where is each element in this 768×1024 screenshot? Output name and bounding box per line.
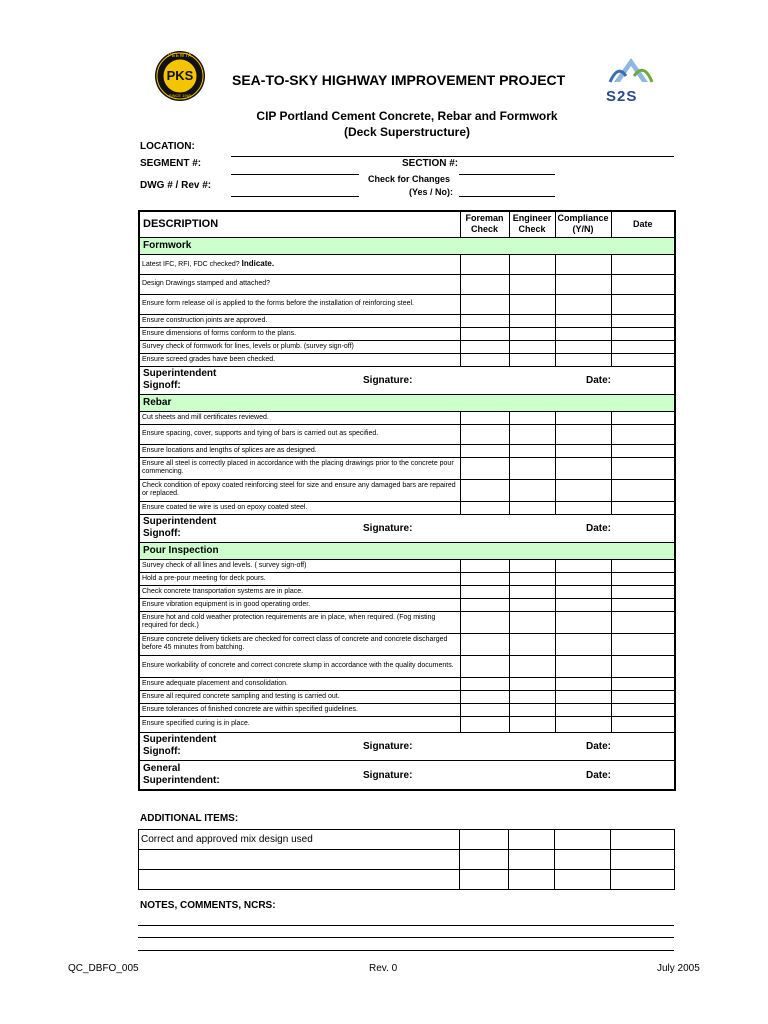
checklist-item-row [139, 294, 675, 314]
check-cell[interactable] [509, 501, 555, 514]
signoff-row [139, 514, 675, 542]
check-cell[interactable] [555, 424, 611, 444]
checklist-item-row [139, 424, 675, 444]
signoff-row [139, 732, 675, 760]
check-cell[interactable] [460, 411, 509, 424]
check-cell[interactable] [555, 850, 611, 870]
item-text: Ensure construction joints are approved. [142, 316, 268, 324]
signoff-label-line2: Signoff: [143, 746, 181, 757]
checklist-item-row [139, 327, 675, 340]
check-cell[interactable] [509, 444, 555, 457]
item-description [139, 559, 460, 572]
item-description [139, 457, 460, 479]
signoff-label [143, 734, 216, 758]
signoff-row [139, 366, 675, 394]
item-description [139, 479, 460, 501]
check-cell[interactable] [460, 424, 509, 444]
item-description [139, 655, 460, 677]
item-description [139, 294, 460, 314]
item-text: Ensure all steel is correctly placed in accordance with the placing drawings prior to the concrete pour commencing. [142, 460, 454, 475]
signoff-label-line2: Signoff: [143, 528, 181, 539]
signoff-label-line1: Superintendent [143, 516, 217, 527]
form-subtitle: (Deck Superstructure) [343, 125, 471, 139]
check-cell[interactable] [611, 677, 675, 690]
check-cell[interactable] [611, 598, 675, 611]
check-changes-field[interactable] [459, 196, 555, 197]
check-cell[interactable] [509, 457, 555, 479]
checklist-item-row [139, 479, 675, 501]
check-cell[interactable] [460, 572, 509, 585]
footer-form-code: QC_DBFO_005 [68, 963, 139, 974]
check-cell[interactable] [611, 457, 675, 479]
footer-revision: Rev. 0 [369, 963, 398, 974]
check-cell[interactable] [460, 254, 509, 274]
notes-line-3[interactable] [138, 950, 674, 951]
notes-line-1[interactable] [138, 925, 674, 926]
s2s-logo-text: S2S [606, 88, 638, 105]
section-header-row [139, 394, 675, 411]
check-cell[interactable] [509, 353, 555, 366]
check-cell[interactable] [611, 585, 675, 598]
check-cell[interactable] [611, 559, 675, 572]
additional-item-text[interactable] [139, 870, 460, 890]
check-cell[interactable] [611, 572, 675, 585]
location-label: LOCATION: [140, 141, 195, 152]
engineer-header: Engineer Check [509, 211, 555, 237]
item-text: Latest IFC, RFI, FDC checked? [142, 260, 240, 268]
item-description [139, 677, 460, 690]
check-cell[interactable] [509, 572, 555, 585]
check-cell[interactable] [555, 690, 611, 703]
check-cell[interactable] [555, 294, 611, 314]
yes-no-label: (Yes / No): [409, 187, 454, 197]
check-cell[interactable] [555, 411, 611, 424]
section-title: Rebar [139, 394, 675, 411]
check-cell[interactable] [611, 501, 675, 514]
check-cell[interactable] [509, 611, 555, 633]
check-cell[interactable] [611, 703, 675, 716]
item-emphasis: Indicate. [241, 258, 275, 268]
check-cell[interactable] [555, 327, 611, 340]
header-row [139, 211, 675, 237]
check-cell[interactable] [509, 327, 555, 340]
signoff-date-label: Date: [586, 741, 612, 752]
checklist-table [138, 210, 676, 791]
signoff-row [139, 760, 675, 790]
check-cell[interactable] [611, 870, 675, 890]
item-text: Ensure all required concrete sampling and testing is carried out. [142, 692, 340, 700]
signoff-label-line2: Signoff: [143, 380, 181, 391]
signoff-cell [139, 732, 675, 760]
check-cell[interactable] [460, 274, 509, 294]
check-cell[interactable] [555, 457, 611, 479]
pks-logo-ring-bottom: SINCE 1965 [168, 93, 192, 98]
check-cell[interactable] [509, 830, 555, 850]
additional-items-table [138, 829, 675, 890]
check-cell[interactable] [460, 585, 509, 598]
item-description [139, 411, 460, 424]
foreman-header: Foreman Check [460, 211, 509, 237]
signoff-label [143, 368, 216, 392]
item-description [139, 424, 460, 444]
check-cell[interactable] [611, 340, 675, 353]
signoff-label-line2: Superintendent: [143, 774, 220, 786]
check-cell[interactable] [509, 655, 555, 677]
check-changes-label: Check for Changes [368, 174, 451, 184]
checklist-item-row [139, 457, 675, 479]
check-cell[interactable] [460, 655, 509, 677]
check-cell[interactable] [611, 655, 675, 677]
check-cell[interactable] [460, 327, 509, 340]
check-cell[interactable] [611, 830, 675, 850]
check-cell[interactable] [611, 479, 675, 501]
signoff-cell [139, 514, 675, 542]
check-cell[interactable] [509, 690, 555, 703]
item-description [139, 327, 460, 340]
check-cell[interactable] [509, 424, 555, 444]
check-cell[interactable] [460, 677, 509, 690]
check-cell[interactable] [555, 559, 611, 572]
checklist-item-row [139, 559, 675, 572]
checklist-item-row [139, 611, 675, 633]
check-cell[interactable] [555, 611, 611, 633]
check-cell[interactable] [509, 254, 555, 274]
check-cell[interactable] [509, 274, 555, 294]
item-text: Ensure coated tie wire is used on epoxy coated steel. [142, 503, 308, 511]
section-title: Pour Inspection [139, 542, 675, 559]
section-label: SECTION #: [402, 158, 459, 169]
additional-items-title: ADDITIONAL ITEMS: [140, 813, 239, 824]
footer-date: July 2005 [657, 963, 700, 974]
check-cell[interactable] [509, 716, 555, 732]
item-description [139, 716, 460, 732]
check-cell[interactable] [509, 294, 555, 314]
signoff-date-label: Date: [586, 375, 612, 386]
item-text: Ensure form release oil is applied to the forms before the installation of reinforcing steel. [142, 300, 414, 307]
check-cell[interactable] [555, 830, 611, 850]
compliance-header: Compliance (Y/N) [555, 211, 611, 237]
item-description [139, 598, 460, 611]
item-description [139, 585, 460, 598]
item-text: Ensure screed grades have been checked. [142, 355, 276, 363]
check-cell[interactable] [555, 479, 611, 501]
check-cell[interactable] [611, 716, 675, 732]
signoff-label [143, 516, 216, 540]
check-cell[interactable] [509, 411, 555, 424]
item-description [139, 501, 460, 514]
checklist-item-row [139, 353, 675, 366]
check-cell[interactable] [460, 703, 509, 716]
signoff-label-line1: Superintendent [143, 734, 217, 745]
check-cell[interactable] [509, 677, 555, 690]
item-description [139, 274, 460, 294]
notes-title: NOTES, COMMENTS, NCRS: [140, 900, 276, 911]
checklist-item-row [139, 444, 675, 457]
item-text: Ensure adequate placement and consolidation. [142, 679, 288, 687]
check-cell[interactable] [460, 353, 509, 366]
check-cell[interactable] [611, 274, 675, 294]
check-cell[interactable] [460, 850, 509, 870]
checklist-item-row [139, 585, 675, 598]
check-cell[interactable] [509, 314, 555, 327]
item-description [139, 611, 460, 633]
section-header-row [139, 237, 675, 254]
section-title: Formwork [139, 237, 675, 254]
check-cell[interactable] [611, 353, 675, 366]
check-cell[interactable] [555, 870, 611, 890]
check-cell[interactable] [611, 314, 675, 327]
check-cell[interactable] [509, 340, 555, 353]
check-cell[interactable] [509, 703, 555, 716]
check-cell[interactable] [555, 677, 611, 690]
check-cell[interactable] [611, 294, 675, 314]
item-description [139, 340, 460, 353]
check-cell[interactable] [555, 633, 611, 655]
check-cell[interactable] [460, 457, 509, 479]
check-cell[interactable] [555, 501, 611, 514]
signature-label: Signature: [363, 741, 413, 752]
s2s-logo [604, 54, 658, 108]
item-text: Ensure specified curing is in place. [142, 720, 250, 727]
checklist-item-row [139, 690, 675, 703]
dwg-label: DWG # / Rev #: [140, 180, 212, 191]
item-text: Hold a pre-pour meeting for deck pours. [142, 574, 266, 582]
item-description [139, 314, 460, 327]
check-cell[interactable] [460, 444, 509, 457]
additional-item-row [139, 870, 675, 890]
signature-label: Signature: [363, 769, 413, 781]
additional-item-row [139, 830, 675, 850]
checklist-item-row [139, 633, 675, 655]
signoff-label-line1: Superintendent [143, 368, 217, 379]
checklist-item-row [139, 716, 675, 732]
check-cell[interactable] [555, 274, 611, 294]
check-cell[interactable] [460, 559, 509, 572]
check-cell[interactable] [611, 850, 675, 870]
item-text: Ensure vibration equipment is in good operating order. [142, 600, 311, 608]
description-header: DESCRIPTION [139, 211, 460, 237]
check-cell[interactable] [460, 501, 509, 514]
check-cell[interactable] [509, 479, 555, 501]
item-description [139, 444, 460, 457]
location-field[interactable] [231, 156, 674, 157]
signature-label: Signature: [363, 523, 413, 534]
checklist-item-row [139, 411, 675, 424]
signoff-label [143, 763, 220, 787]
check-cell[interactable] [460, 690, 509, 703]
signoff-cell [139, 760, 675, 790]
signature-label: Signature: [363, 375, 413, 386]
check-cell[interactable] [555, 598, 611, 611]
signoff-cell [139, 366, 675, 394]
check-cell[interactable] [555, 572, 611, 585]
project-title: SEA-TO-SKY HIGHWAY IMPROVEMENT PROJECT [232, 72, 566, 88]
check-cell[interactable] [555, 703, 611, 716]
item-description [139, 254, 460, 274]
item-text: Design Drawings stamped and attached? [142, 280, 271, 287]
check-cell[interactable] [460, 633, 509, 655]
item-description [139, 572, 460, 585]
form-title: CIP Portland Cement Concrete, Rebar and Formwork [256, 109, 558, 123]
checklist-item-row [139, 572, 675, 585]
checklist-item-row [139, 274, 675, 294]
check-cell[interactable] [611, 690, 675, 703]
item-text: Survey check of formwork for lines, levels or plumb. (survey sign-off) [142, 342, 354, 350]
check-cell[interactable] [555, 254, 611, 274]
checklist-item-row [139, 314, 675, 327]
check-cell[interactable] [555, 716, 611, 732]
item-description [139, 353, 460, 366]
additional-item-text[interactable] [139, 850, 460, 870]
check-cell[interactable] [611, 254, 675, 274]
pks-logo-text: PKS [166, 68, 194, 83]
item-text: Check condition of epoxy coated reinforcing steel for size and ensure any damaged bars are repaired or replaced. [142, 482, 456, 497]
item-text: Ensure hot and cold weather protection requirements are in place, when required. (Fog misting required for deck.) [142, 614, 436, 629]
signoff-date-label: Date: [586, 769, 612, 781]
check-cell[interactable] [555, 444, 611, 457]
check-cell[interactable] [509, 850, 555, 870]
check-cell[interactable] [509, 870, 555, 890]
item-description [139, 633, 460, 655]
check-cell[interactable] [509, 559, 555, 572]
item-text: Ensure dimensions of forms conform to the plans. [142, 329, 297, 337]
item-text: Ensure locations and lengths of splices are as designed. [142, 446, 317, 454]
check-cell[interactable] [509, 598, 555, 611]
checklist-item-row [139, 703, 675, 716]
dwg-field[interactable] [231, 196, 359, 197]
segment-label: SEGMENT #: [140, 158, 202, 169]
check-cell[interactable] [555, 314, 611, 327]
item-description [139, 690, 460, 703]
item-text: Check concrete transportation systems are in place. [142, 587, 304, 595]
section-field[interactable] [459, 174, 555, 175]
check-cell[interactable] [555, 353, 611, 366]
checklist-item-row [139, 340, 675, 353]
checklist-item-row [139, 501, 675, 514]
checklist-item-row [139, 655, 675, 677]
section-header-row [139, 542, 675, 559]
check-cell[interactable] [460, 870, 509, 890]
check-cell[interactable] [555, 340, 611, 353]
notes-line-2[interactable] [138, 937, 674, 938]
item-text: Ensure workability of concrete and correct concrete slump in accordance with the quality documents. [142, 662, 454, 669]
check-cell[interactable] [460, 314, 509, 327]
item-description [139, 703, 460, 716]
checklist-item-row [139, 598, 675, 611]
item-text: Cut sheets and mill certificates reviewed. [142, 413, 269, 421]
additional-item-text[interactable]: Correct and approved mix design used [139, 830, 460, 850]
pks-logo-ring-top: PEEWTA [168, 53, 192, 59]
check-cell[interactable] [509, 633, 555, 655]
check-cell[interactable] [509, 585, 555, 598]
signoff-date-label: Date: [586, 523, 612, 534]
check-cell[interactable] [460, 294, 509, 314]
check-cell[interactable] [611, 411, 675, 424]
item-text: Survey check of all lines and levels. ( survey sign-off) [142, 561, 307, 569]
item-text: Ensure spacing, cover, supports and tying of bars is carried out as specified. [142, 430, 379, 437]
check-cell[interactable] [611, 327, 675, 340]
checklist-item-row [139, 677, 675, 690]
additional-item-row [139, 850, 675, 870]
check-cell[interactable] [460, 611, 509, 633]
check-cell[interactable] [611, 611, 675, 633]
check-cell[interactable] [460, 598, 509, 611]
check-cell[interactable] [555, 585, 611, 598]
signoff-label-line1: General [143, 762, 181, 774]
check-cell[interactable] [460, 830, 509, 850]
check-cell[interactable] [611, 444, 675, 457]
date-header: Date [611, 211, 675, 237]
segment-field[interactable] [231, 174, 359, 175]
check-cell[interactable] [611, 633, 675, 655]
checklist-item-row [139, 254, 675, 274]
check-cell[interactable] [460, 340, 509, 353]
check-cell[interactable] [460, 479, 509, 501]
pks-logo [154, 50, 206, 102]
item-text: Ensure concrete delivery tickets are checked for correct class of concrete and concrete discharged before 45 minutes from batching. [142, 636, 448, 651]
check-cell[interactable] [555, 655, 611, 677]
check-cell[interactable] [611, 424, 675, 444]
item-text: Ensure tolerances of finished concrete are within specified guidelines. [142, 705, 358, 713]
check-cell[interactable] [460, 716, 509, 732]
